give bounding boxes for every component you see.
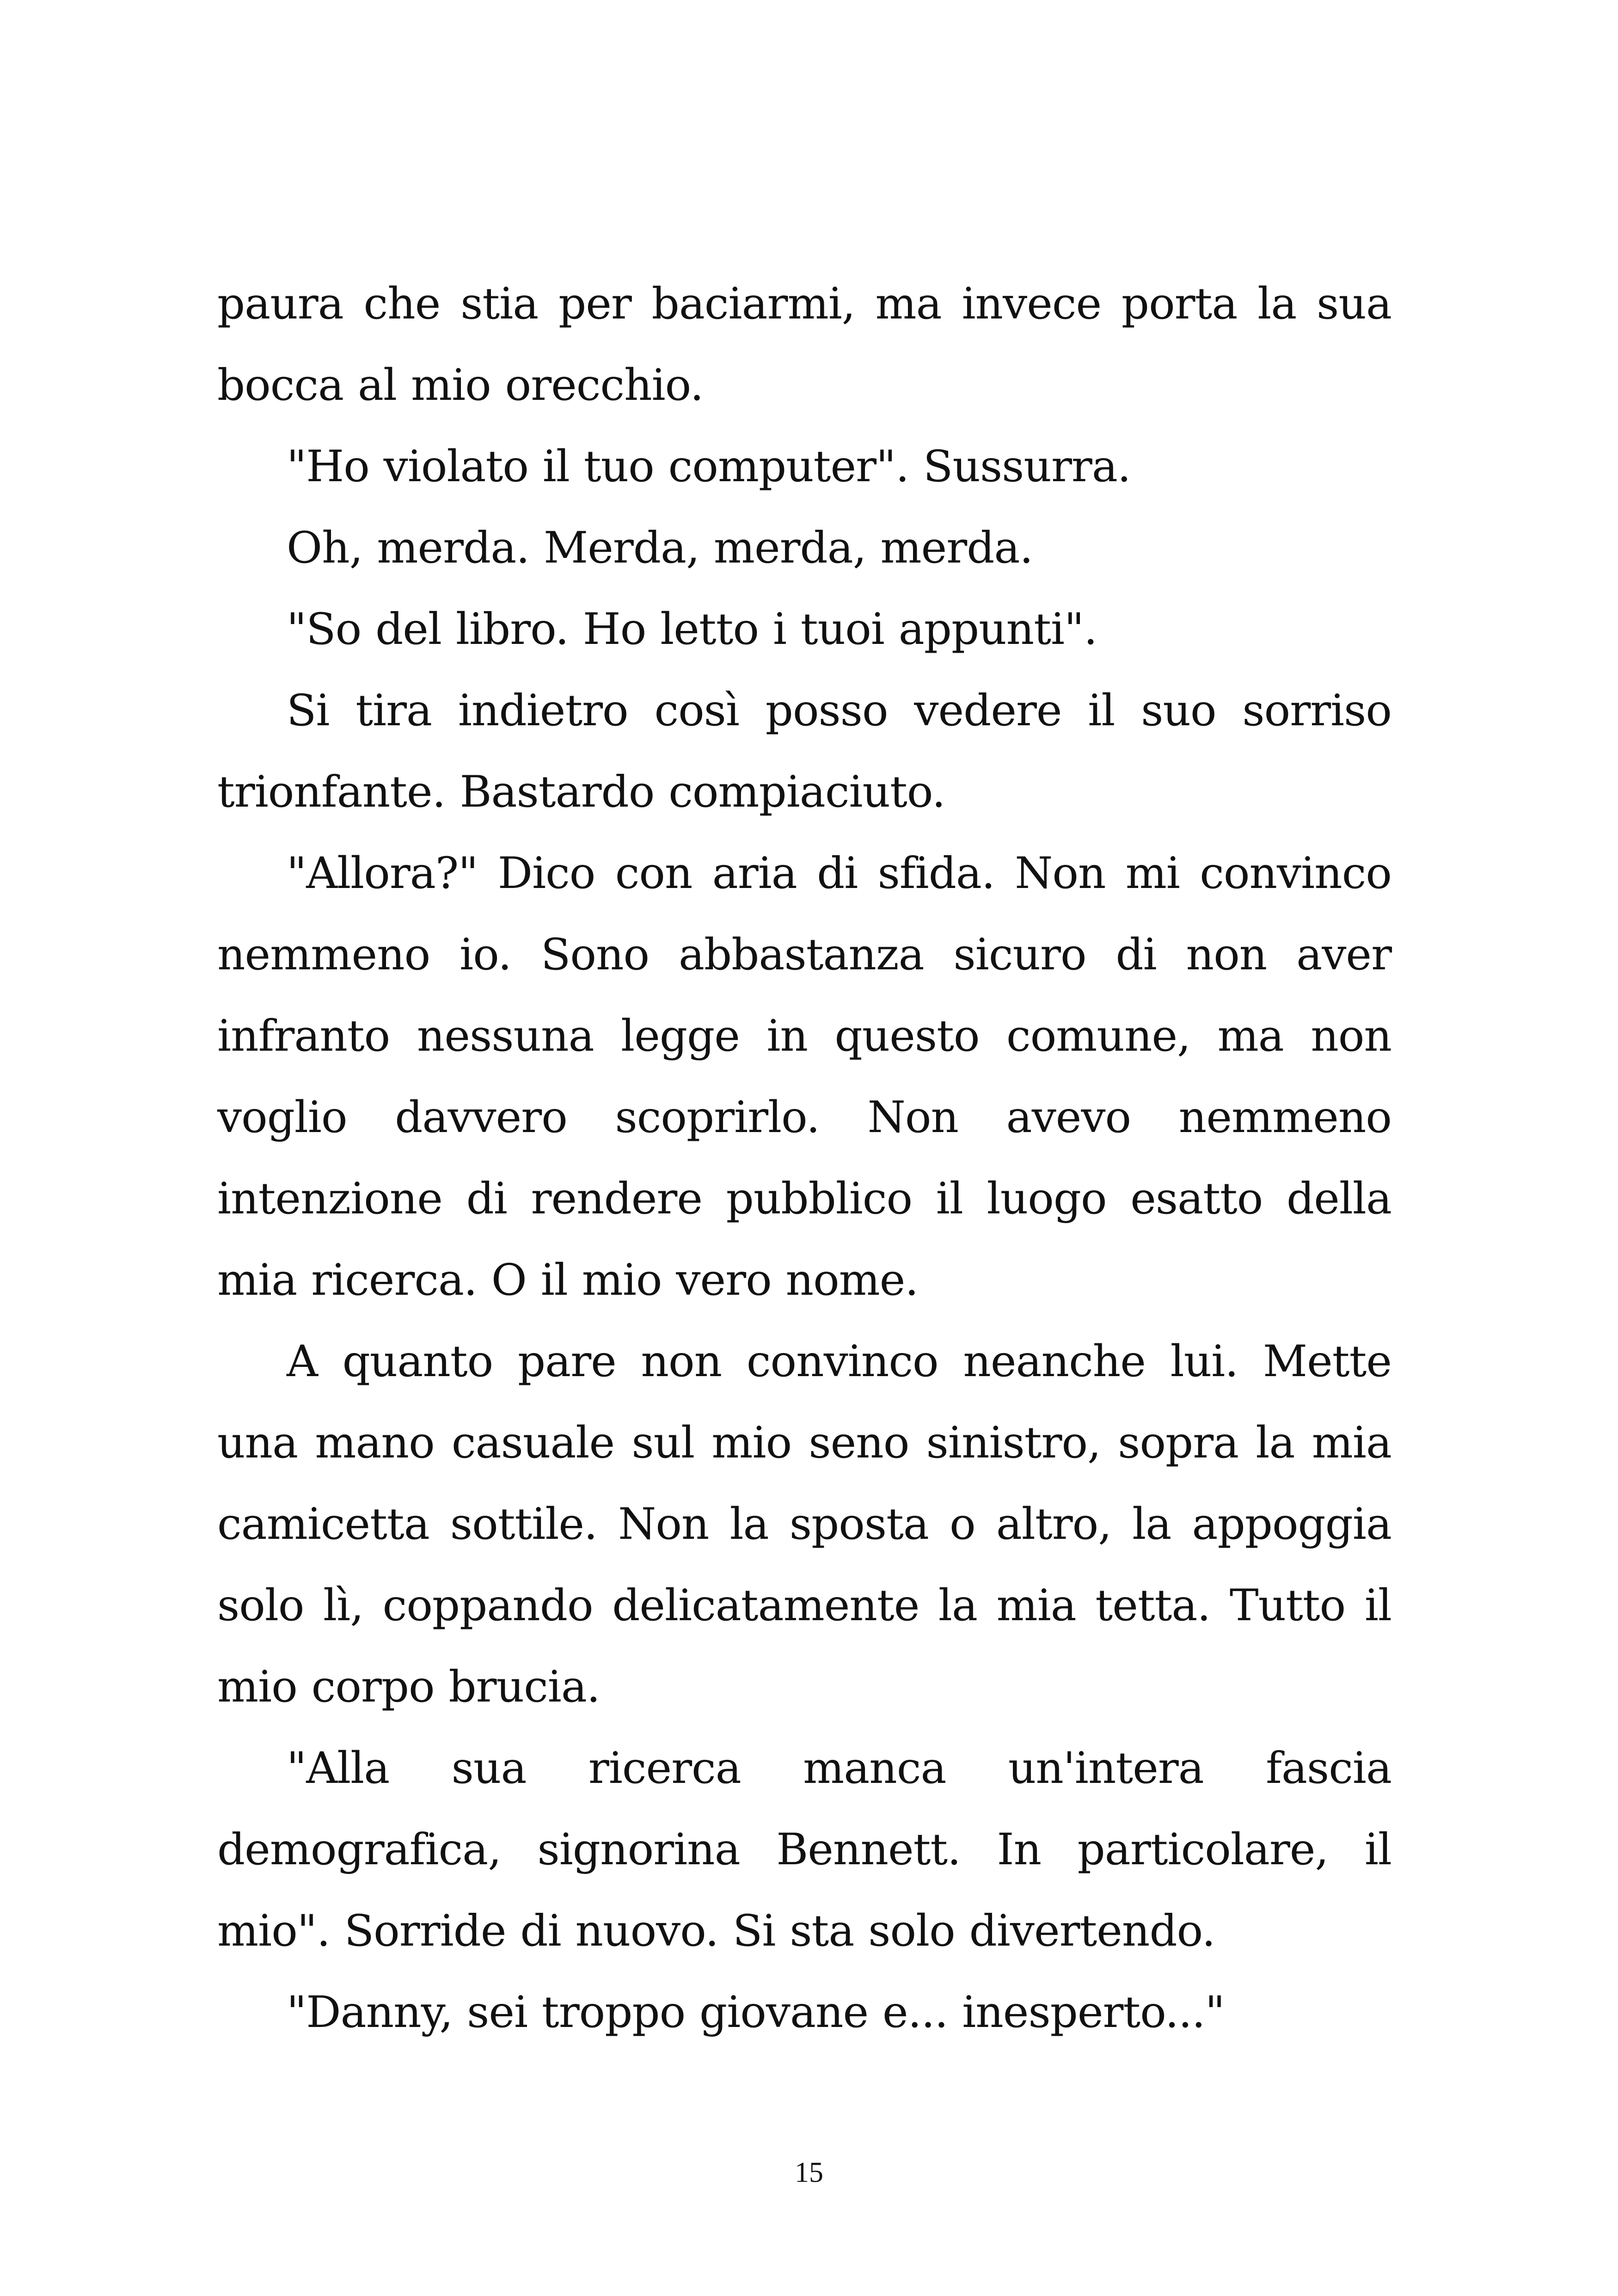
page-number: 15 bbox=[795, 2157, 823, 2188]
paragraph-3: Oh, merda. Merda, merda, merda. bbox=[287, 523, 1033, 573]
paragraph-6: "Allora?" Dico con aria di sfida. Non mi convinco nemmeno io. Sono abbastanza sicuro di non aver infranto nessuna legge in questo comune, ma non voglio davvero scoprirlo. Non avevo nemmeno intenzione di rendere pubblico il luogo esatto della mia ricerca. O il mio vero nome. bbox=[217, 848, 1391, 1305]
paragraph-7: A quanto pare non convinco neanche lui. Mette una mano casuale sul mio seno sinistro, sopra la mia camicetta sottile. Non la sposta o altro, la appoggia solo lì, coppando delicatamente la mia tetta. Tutto il mio corpo brucia. bbox=[217, 1336, 1391, 1712]
paragraph-1: paura che stia per baciarmi, ma invece porta la sua bocca al mio orecchio. bbox=[217, 279, 1391, 410]
paragraph-2: "Ho violato il tuo computer". Sussurra. bbox=[287, 441, 1131, 492]
paragraph-9: "Danny, sei troppo giovane e... inesperto..." bbox=[287, 1987, 1225, 2038]
paragraph-5: Si tira indietro così posso vedere il suo sorriso trionfante. Bastardo compiaciuto. bbox=[217, 686, 1391, 817]
body-text bbox=[217, 263, 1391, 2053]
paragraph-8: "Alla sua ricerca manca un'intera fascia demografica, signorina Bennett. In particolare, il mio". Sorride di nuovo. Si sta solo divertendo. bbox=[217, 1743, 1391, 1956]
paragraph-4: "So del libro. Ho letto i tuoi appunti". bbox=[287, 604, 1097, 655]
